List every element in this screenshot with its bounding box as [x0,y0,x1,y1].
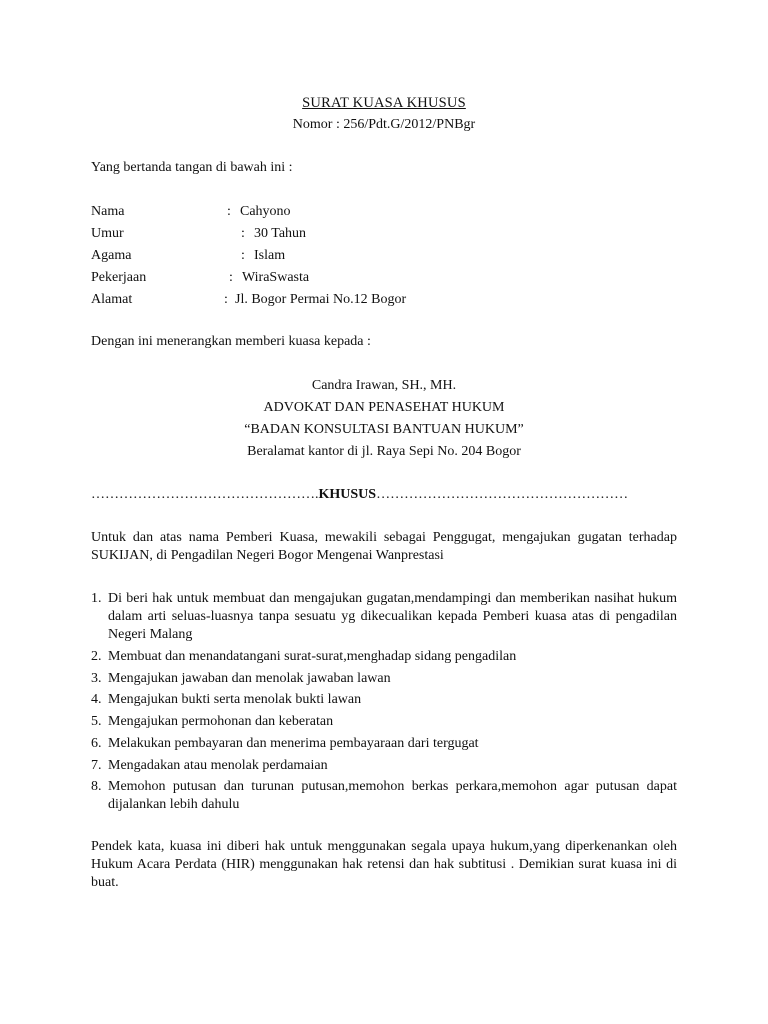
document-number: Nomor : 256/Pdt.G/2012/PNBgr [292,117,476,132]
field-value-nama: Cahyono [240,204,291,219]
list-item-text: Membuat dan menandatangani surat-surat,menghadap sidang pengadilan [108,649,517,664]
list-item [91,757,677,775]
closing-paragraph-text: Pendek kata, kuasa ini diberi hak untuk menggunakan segala upaya hukum,yang diperkenankan oleh Hukum Acara Perdata (HIR) menggunakan hak retensi dan hak subtitusi . Demikian surat kuasa ini di buat. [91,839,677,890]
penerima-name: Candra Irawan, SH., MH. [311,378,457,393]
field-colon-nama: : [227,204,231,219]
list-item-number: 4. [91,692,102,707]
purpose-paragraph [91,529,677,565]
list-item-number: 8. [91,779,102,794]
list-item [91,778,677,814]
list-item [91,590,677,644]
list-item [91,648,677,666]
list-item [91,691,677,709]
field-colon-umur: : [241,226,245,241]
field-label-alamat: Alamat [91,292,133,307]
list-item-number: 2. [91,649,102,664]
khusus-right-dots: ……………………………………………… [376,487,629,502]
field-value-agama: Islam [254,248,286,263]
purpose-paragraph-text: Untuk dan atas nama Pemberi Kuasa, mewakili sebagai Penggugat, mengajukan gugatan terhadap SUKIJAN, di Pengadilan Negeri Bogor Mengenai Wanprestasi [91,530,677,563]
document-title: SURAT KUASA KHUSUS [302,95,466,111]
field-label-agama: Agama [91,248,132,263]
field-label-nama: Nama [91,204,125,219]
khusus-divider [91,486,677,504]
field-colon-pekerjaan: : [229,270,233,285]
field-value-pekerjaan: WiraSwasta [242,270,310,285]
field-label-pekerjaan: Pekerjaan [91,270,147,285]
field-colon-alamat: : [224,292,228,307]
field-colon-agama: : [241,248,245,263]
list-item [91,735,677,753]
list-item [91,670,677,688]
penerima-address: Beralamat kantor di jl. Raya Sepi No. 204 Bogor [247,444,521,459]
field-value-alamat: Jl. Bogor Permai No.12 Bogor [235,292,407,307]
khusus-keyword: KHUSUS [318,487,377,502]
penerima-firm: “BADAN KONSULTASI BANTUAN HUKUM” [244,422,524,437]
list-item-number: 6. [91,736,102,751]
khusus-left-dots: …………………………………………. [91,487,319,502]
intro-line: Yang bertanda tangan di bawah ini : [91,160,293,175]
list-item-number: 3. [91,671,102,686]
list-item-number: 5. [91,714,102,729]
list-item-text: Melakukan pembayaran dan menerima pembayaraan dari tergugat [108,736,479,751]
list-item-text: Memohon putusan dan turunan putusan,memohon berkas perkara,memohon agar putusan dapat dijalankan lebih dahulu [108,779,677,812]
list-item-number: 1. [91,591,102,606]
declaration-line: Dengan ini menerangkan memberi kuasa kepada : [91,334,371,349]
penerima-role: ADVOKAT DAN PENASEHAT HUKUM [263,400,505,415]
closing-paragraph [91,838,677,892]
list-item-text: Mengajukan jawaban dan menolak jawaban lawan [108,671,391,686]
field-label-umur: Umur [91,226,124,241]
list-item-text: Mengadakan atau menolak perdamaian [108,758,328,773]
list-item-text: Mengajukan bukti serta menolak bukti lawan [108,692,362,707]
list-item-text: Di beri hak untuk membuat dan mengajukan gugatan,mendampingi dan memberikan nasihat hukum dalam arti seluas-luasnya tanpa sesuatu yg dikecualikan kepada Pemberi kuasa atas di pengadilan Negeri Malang [108,591,677,642]
field-value-umur: 30 Tahun [254,226,307,241]
list-item-text: Mengajukan permohonan dan keberatan [108,714,334,729]
list-item-number: 7. [91,758,102,773]
list-item [91,713,677,731]
